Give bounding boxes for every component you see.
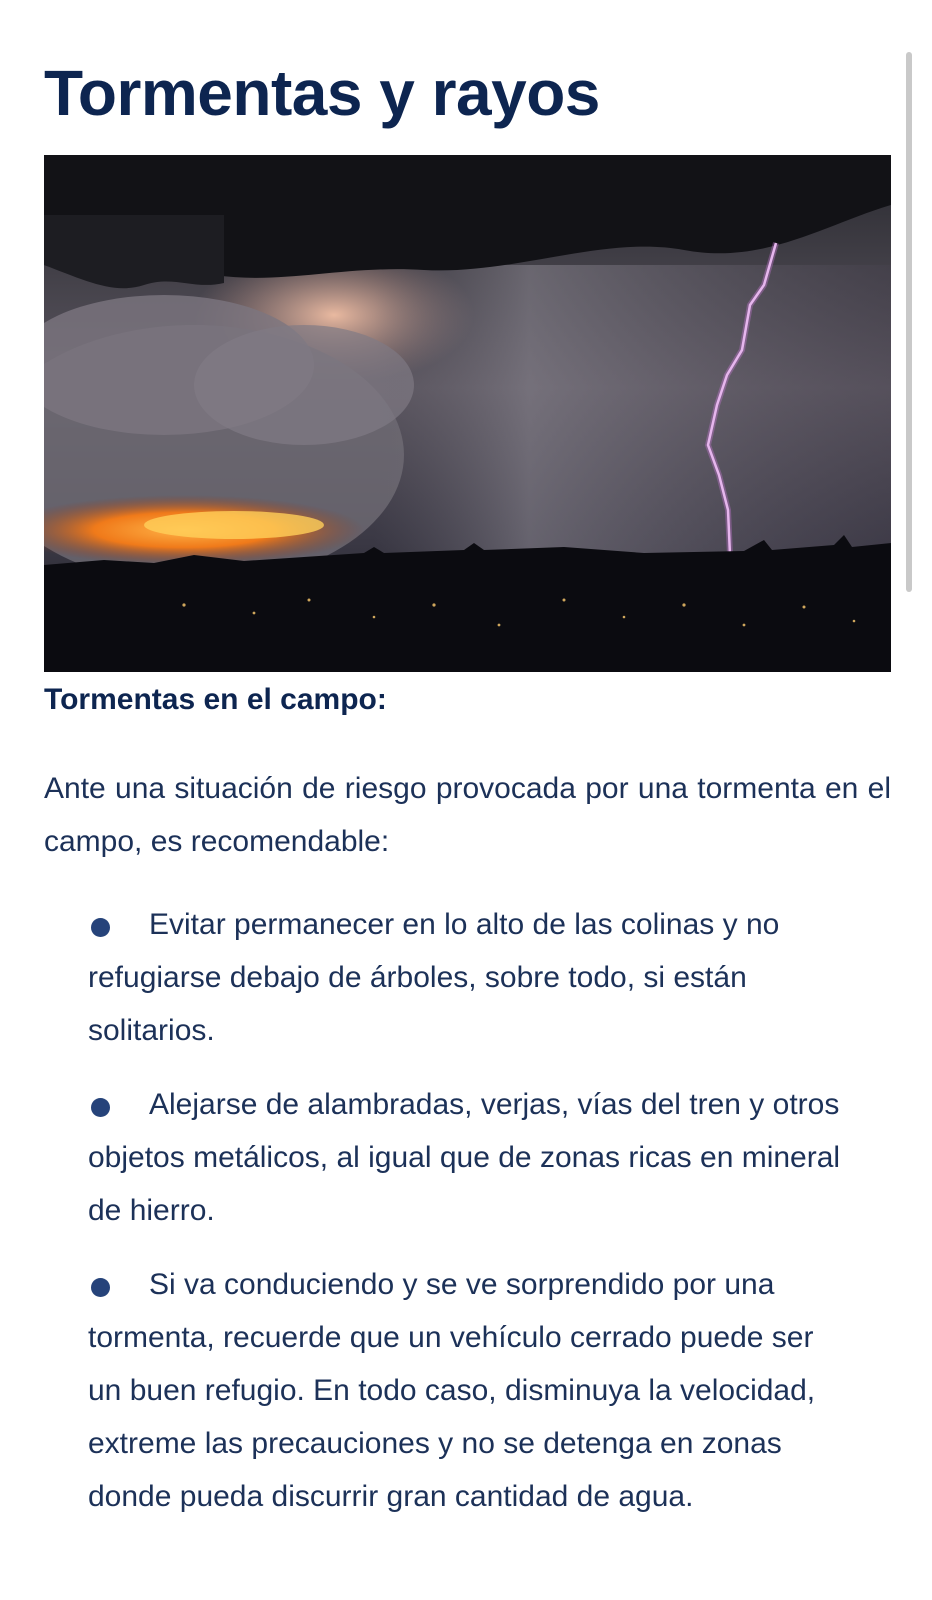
bullet-icon	[91, 918, 110, 937]
list-item-text: Alejarse de alambradas, verjas, vías del tren y otros objetos metálicos, al igual que de zonas ricas en mineral de hierro.	[88, 1088, 841, 1227]
list-item-text: Si va conduciendo y se ve sorprendido por una tormenta, recuerde que un vehículo cerrado puede ser un buen refugio. En todo caso, disminuya la velocidad, extreme las precauciones y no se detenga en zonas donde pueda discurrir gran cantidad de agua.	[88, 1268, 816, 1513]
list-item-text: Evitar permanecer en lo alto de las colinas y no refugiarse debajo de árboles, sobre todo, si están solitarios.	[88, 908, 780, 1047]
list-item	[88, 1078, 848, 1237]
bullet-icon	[91, 1098, 110, 1117]
scrollbar-thumb[interactable]	[906, 52, 912, 592]
list-item	[88, 1258, 848, 1523]
bullet-icon	[91, 1278, 110, 1297]
recommendations-list	[88, 898, 848, 1544]
page-title: Tormentas y rayos	[44, 57, 600, 129]
section-heading: Tormentas en el campo:	[44, 683, 387, 716]
storm-photo	[44, 155, 891, 672]
storm-lightning-image	[44, 155, 891, 672]
intro-paragraph: Ante una situación de riesgo provocada por una tormenta en el campo, es recomendable:	[44, 772, 891, 858]
list-item	[88, 898, 848, 1057]
scrollbar[interactable]	[906, 52, 914, 592]
